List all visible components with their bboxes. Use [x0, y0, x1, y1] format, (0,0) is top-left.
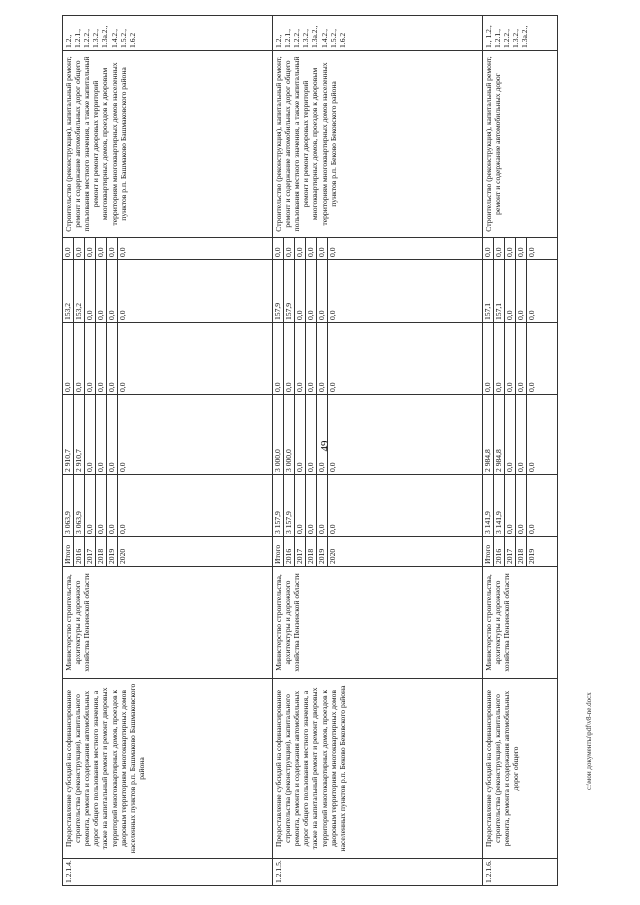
year-label: Итого: [273, 544, 282, 564]
year-label: 2016: [494, 537, 505, 566]
row-id: 1.2.1.5.: [273, 859, 483, 886]
amount-regional: 0,0: [85, 323, 96, 394]
amount-local: 0,0: [118, 260, 129, 322]
amount-other: 0,0: [85, 238, 96, 259]
amount-total-column: [273, 475, 483, 537]
amount-regional: 0,0: [527, 323, 538, 394]
year-label: 2017: [295, 537, 306, 566]
amount-regional-column: [273, 323, 483, 395]
amount-regional-column: [483, 323, 558, 395]
row-id: 1.2.1.6.: [483, 859, 558, 886]
table-row: [63, 16, 273, 886]
amount-federal: 3 000,0: [284, 395, 295, 474]
amount-total: 3 141,9: [494, 475, 505, 536]
table-row: [273, 16, 483, 886]
amount-regional-column: [63, 323, 273, 395]
amount-regional: 0,0: [306, 323, 317, 394]
amount-total: 0,0: [85, 475, 96, 536]
amount-other: 0,0: [74, 238, 85, 259]
amount-federal: 0,0: [96, 395, 107, 474]
amount-local: 0,0: [505, 260, 516, 322]
row-id: 1.2.1.4.: [63, 859, 273, 886]
amount-total: 3 141,9: [483, 511, 492, 534]
amount-local: 0,0: [85, 260, 96, 322]
amount-other: 0,0: [63, 247, 72, 257]
indicator-codes: 1.2., 1.2.1., 1.2.2., 1.3.2., 1.3а.2., 1.4.2., 1.5.2., 1.6.2: [63, 16, 273, 51]
amount-regional: 0,0: [96, 323, 107, 394]
amount-other: 0,0: [505, 238, 516, 259]
year-label: 2018: [306, 537, 317, 566]
amount-local: 153,2: [63, 302, 72, 320]
amount-total: 3 063,9: [63, 511, 72, 534]
amount-regional: 0,0: [295, 323, 306, 394]
page-number: 49: [319, 440, 331, 452]
amount-other: 0,0: [317, 238, 328, 259]
amount-federal: 0,0: [317, 395, 328, 474]
amount-other-column: [63, 238, 273, 260]
year-label: 2019: [317, 537, 328, 566]
amount-other-column: [273, 238, 483, 260]
amount-local: 0,0: [516, 260, 527, 322]
amount-regional: 0,0: [273, 382, 282, 392]
amount-local: 0,0: [317, 260, 328, 322]
amount-federal: 3 000,0: [273, 449, 282, 472]
table-row: [483, 16, 558, 886]
year-label: 2016: [284, 537, 295, 566]
amount-local: 0,0: [96, 260, 107, 322]
executor: Министерство строительства, архитектуры и дорожного хозяйства Пензенской области: [63, 567, 273, 679]
program-measures-table: [62, 15, 558, 886]
footer-file-path: c:\мои документы\pdf\v8-ne.docx: [585, 692, 593, 790]
year-label-column: [483, 537, 558, 567]
year-label: 2017: [505, 537, 516, 566]
amount-local: 0,0: [527, 260, 538, 322]
amount-other: 0,0: [295, 238, 306, 259]
amount-local: 0,0: [107, 260, 118, 322]
amount-other: 0,0: [107, 238, 118, 259]
amount-total: 3 063,9: [74, 475, 85, 536]
year-label: Итого: [483, 544, 492, 564]
measure-description: Предоставление субсидий на софинансирование строительства (реконструкции), капитального ремонта, ремонта и содержания автомобильных дорог общего: [483, 679, 558, 859]
amount-local: 157,1: [494, 260, 505, 322]
amount-other: 0,0: [306, 238, 317, 259]
executor: Министерство строительства, архитектуры и дорожного хозяйства Пензенской области: [273, 567, 483, 679]
amount-federal-column: [483, 395, 558, 475]
amount-total-column: [63, 475, 273, 537]
amount-federal: 0,0: [306, 395, 317, 474]
amount-local-column: [273, 260, 483, 323]
amount-local: 0,0: [295, 260, 306, 322]
amount-federal: 2 984,8: [483, 449, 492, 472]
amount-regional: 0,0: [63, 382, 72, 392]
measure-description: Предоставление субсидий на софинансирование строительства (реконструкции), капитального ремонта, ремонта и содержания автомобильных дорог общего пользования местного значения, а также на капитальный ремонт и ремонт дворовых территорий многоквартирных домов, проездов к дворовым территориям многоквартирных домов населенных пунктов р.п. Башмаково Башмаковского района: [63, 679, 273, 859]
amount-total: 3 157,9: [273, 511, 282, 534]
amount-other: 0,0: [284, 238, 295, 259]
amount-federal: 0,0: [505, 395, 516, 474]
amount-total: 0,0: [505, 475, 516, 536]
amount-federal: 0,0: [328, 395, 339, 474]
year-label: 2019: [527, 537, 538, 566]
amount-federal: 2 984,8: [494, 395, 505, 474]
amount-other: 0,0: [483, 247, 492, 257]
amount-total: 0,0: [295, 475, 306, 536]
amount-federal-column: [273, 395, 483, 475]
expected-result: Строительство (реконструкция), капитальный ремонт, ремонт и содержание автомобильных дорог общего пользования местного значения, а также капитальный ремонт и ремонт дворовых территорий многоквартирных домов, проездов к дворовым территориям многоквартирных домов населенных пунктов р.п. Беково Бековского района: [273, 51, 483, 238]
year-label: 2018: [96, 537, 107, 566]
indicator-codes: 1., 1.2., 1.2.1., 1.2.2., 1.3.2., 1.3а.2.,: [483, 16, 558, 51]
amount-local: 0,0: [306, 260, 317, 322]
year-label: Итого: [63, 544, 72, 564]
amount-federal: 2 910,7: [63, 449, 72, 472]
year-label: 2016: [74, 537, 85, 566]
amount-total: 0,0: [516, 475, 527, 536]
amount-federal-column: [63, 395, 273, 475]
amount-regional: 0,0: [516, 323, 527, 394]
amount-regional: 0,0: [328, 323, 339, 394]
amount-local: 0,0: [328, 260, 339, 322]
amount-local: 157,9: [284, 260, 295, 322]
year-label: 2020: [328, 537, 339, 566]
year-label: 2019: [107, 537, 118, 566]
expected-result: Строительство (реконструкция), капитальный ремонт, ремонт и содержание автомобильных дорог: [483, 51, 558, 238]
executor: Министерство строительства, архитектуры и дорожного хозяйства Пензенской области: [483, 567, 558, 679]
amount-federal: 2 910,7: [74, 395, 85, 474]
amount-other-column: [483, 238, 558, 260]
year-label-column: [63, 537, 273, 567]
amount-other: 0,0: [96, 238, 107, 259]
amount-federal: 0,0: [527, 395, 538, 474]
year-label-column: [273, 537, 483, 567]
amount-total: 0,0: [527, 475, 538, 536]
amount-regional: 0,0: [284, 323, 295, 394]
amount-other: 0,0: [118, 238, 129, 259]
amount-local-column: [63, 260, 273, 323]
amount-federal: 0,0: [295, 395, 306, 474]
amount-local: 157,9: [273, 302, 282, 320]
landscape-table-area: [62, 16, 557, 886]
year-label: 2017: [85, 537, 96, 566]
amount-total: 0,0: [118, 475, 129, 536]
amount-total-column: [483, 475, 558, 537]
amount-total: 0,0: [107, 475, 118, 536]
amount-regional: 0,0: [107, 323, 118, 394]
amount-total: 0,0: [96, 475, 107, 536]
amount-local-column: [483, 260, 558, 323]
amount-regional: 0,0: [483, 382, 492, 392]
amount-total: 0,0: [328, 475, 339, 536]
year-label: 2020: [118, 537, 129, 566]
amount-federal: 0,0: [118, 395, 129, 474]
amount-total: 0,0: [306, 475, 317, 536]
amount-other: 0,0: [494, 238, 505, 259]
amount-other: 0,0: [527, 238, 538, 259]
amount-regional: 0,0: [118, 323, 129, 394]
amount-regional: 0,0: [505, 323, 516, 394]
amount-regional: 0,0: [494, 323, 505, 394]
indicator-codes: 1.2., 1.2.1., 1.2.2., 1.3.2., 1.3а.2., 1.4.2., 1.5.2., 1.6.2: [273, 16, 483, 51]
amount-federal: 0,0: [85, 395, 96, 474]
amount-total: 3 157,9: [284, 475, 295, 536]
amount-regional: 0,0: [74, 323, 85, 394]
amount-federal: 0,0: [516, 395, 527, 474]
amount-local: 157,1: [483, 302, 492, 320]
amount-total: 0,0: [317, 475, 328, 536]
amount-regional: 0,0: [317, 323, 328, 394]
amount-other: 0,0: [273, 247, 282, 257]
amount-other: 0,0: [516, 238, 527, 259]
amount-federal: 0,0: [107, 395, 118, 474]
measure-description: Предоставление субсидий на софинансирование строительства (реконструкции), капитального ремонта, ремонта и содержания автомобильных дорог общего пользования местного значения, а также на капитальный ремонт и ремонт дворовых территорий многоквартирных домов, проездов к дворовым территориям многоквартирных домов населенных пунктов р.п. Беково Бековского района: [273, 679, 483, 859]
expected-result: Строительство (реконструкция), капитальный ремонт, ремонт и содержание автомобильных дорог общего пользования местного значения, а также капитальный ремонт и ремонт дворовых территорий многоквартирных домов, проездов к дворовым территориям многоквартирных домов населенных пунктов р.п. Башмаково Башмаковского района: [63, 51, 273, 238]
year-label: 2018: [516, 537, 527, 566]
amount-other: 0,0: [328, 238, 339, 259]
amount-local: 153,2: [74, 260, 85, 322]
